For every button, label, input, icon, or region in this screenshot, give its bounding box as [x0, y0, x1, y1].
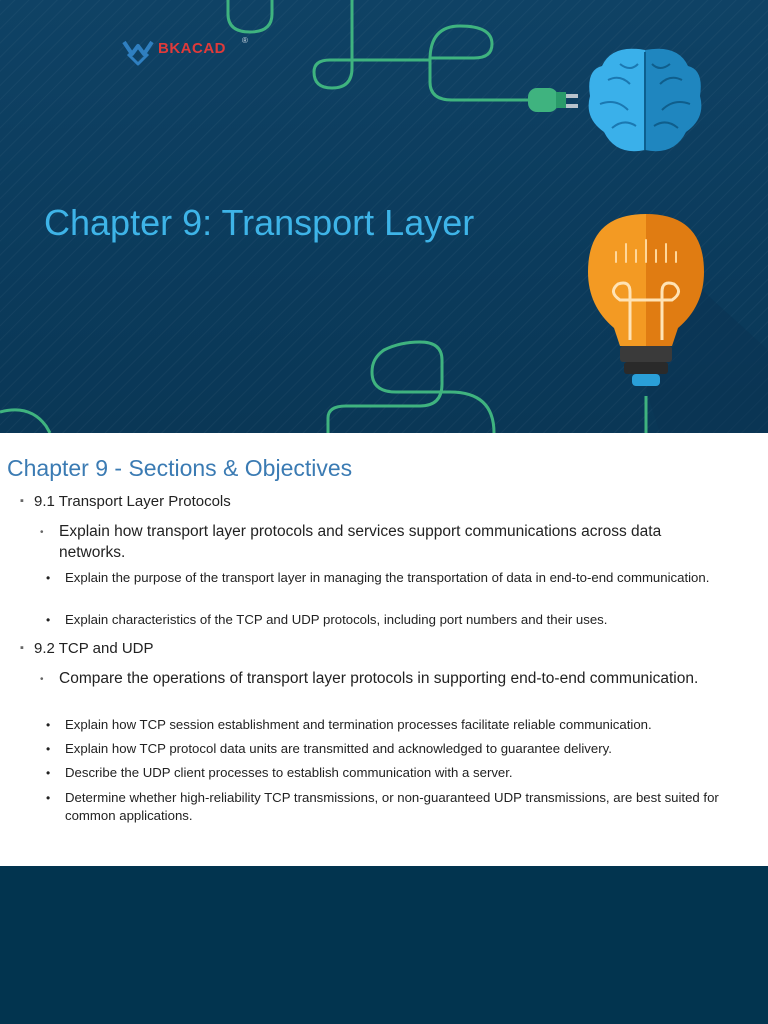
objective-item	[40, 668, 730, 690]
list-item-text: Explain the purpose of the transport layer in managing the transportation of data in end-to-end communication.	[65, 570, 710, 585]
section-item	[20, 640, 154, 657]
logo-text: BKACAD	[158, 40, 226, 57]
bullet-icon: •	[46, 742, 51, 756]
section-label: 9.2 TCP and UDP	[34, 640, 154, 657]
registered-mark: ®	[242, 36, 248, 45]
bullet-icon: •	[46, 718, 51, 732]
section-item	[20, 493, 231, 510]
list-item	[46, 716, 741, 734]
bullet-icon: ▪	[20, 642, 24, 654]
bullet-icon: •	[46, 571, 51, 585]
next-slide-band	[0, 866, 768, 1024]
objective-item	[40, 521, 730, 563]
objectives-slide	[0, 433, 768, 866]
title-slide	[0, 0, 768, 433]
list-item	[46, 789, 741, 825]
bullet-icon: •	[46, 613, 51, 627]
objective-text: Compare the operations of transport layer protocols in supporting end-to-end communication.	[59, 670, 699, 687]
list-item-text: Determine whether high-reliability TCP transmissions, or non-guaranteed UDP transmissions, are best suited for common applications.	[65, 790, 719, 823]
list-item-text: Explain how TCP protocol data units are transmitted and acknowledged to guarantee delivery.	[65, 741, 612, 756]
list-item-text: Describe the UDP client processes to establish communication with a server.	[65, 765, 513, 780]
bullet-icon: •	[40, 674, 44, 685]
bullet-icon: •	[46, 791, 51, 805]
slide-title: Chapter 9: Transport Layer	[44, 202, 475, 243]
bullet-icon: •	[40, 527, 44, 538]
bullet-icon: •	[46, 766, 51, 780]
list-item	[46, 569, 741, 587]
list-item	[46, 764, 741, 782]
list-item-text: Explain characteristics of the TCP and UDP protocols, including port numbers and their uses.	[65, 612, 608, 627]
section-label: 9.1 Transport Layer Protocols	[34, 493, 231, 510]
list-item	[46, 611, 741, 629]
bullet-icon: ▪	[20, 495, 24, 507]
objective-text: Explain how transport layer protocols and services support communications across data networks.	[59, 523, 662, 561]
objectives-title: Chapter 9 - Sections & Objectives	[7, 455, 353, 481]
list-item	[46, 740, 741, 758]
list-item-text: Explain how TCP session establishment and termination processes facilitate reliable communication.	[65, 717, 652, 732]
